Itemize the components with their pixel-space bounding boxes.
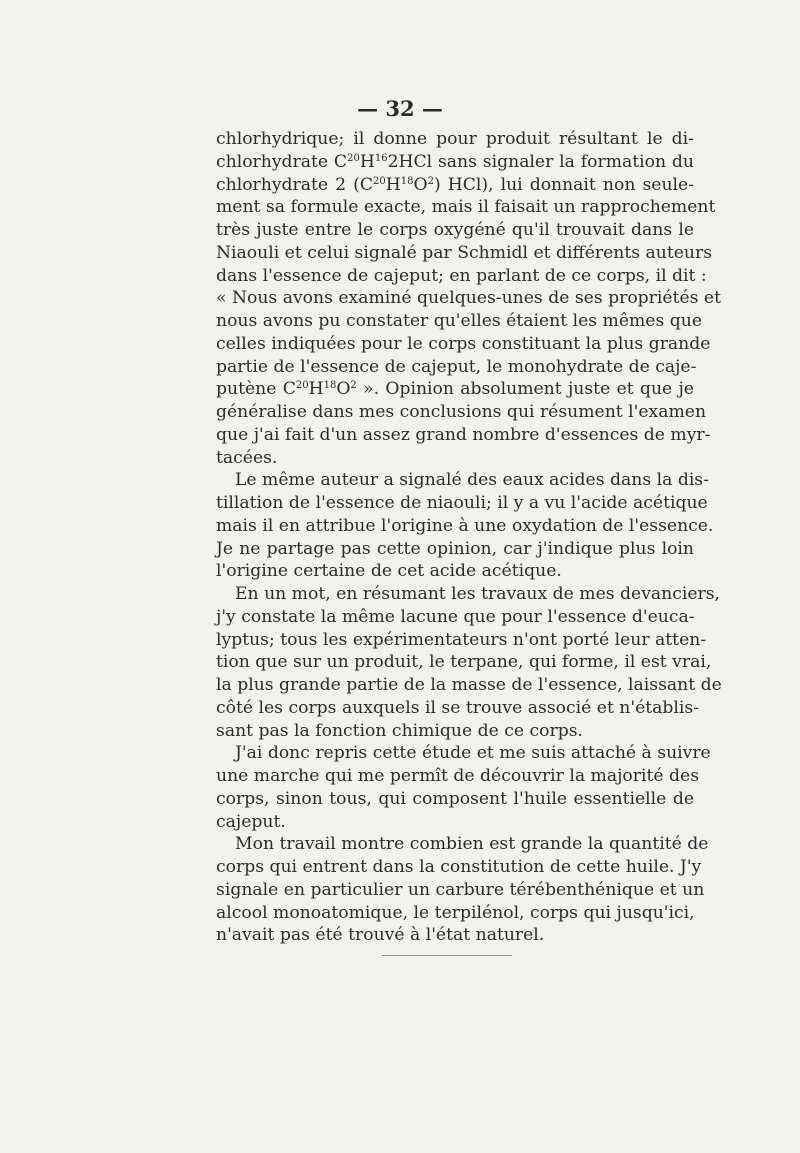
text-line <box>216 833 709 856</box>
text-line <box>216 924 694 947</box>
text-line <box>216 469 709 492</box>
text-segment: chlorhydrique; il donne pour produit résultant le di- <box>216 129 694 149</box>
text-segment: n'avait pas été trouvé à l'état naturel. <box>216 925 545 946</box>
text-segment: « Nous avons examiné quelques-unes de ses propriétés et <box>216 288 722 309</box>
text-line <box>216 492 708 515</box>
text-line <box>216 515 714 538</box>
text-segment: J'ai donc repris cette étude et me suis attaché à suivre <box>235 743 711 764</box>
text-segment: H <box>385 174 401 195</box>
superscript: 18 <box>323 380 337 392</box>
text-segment: nous avons pu constater qu'elles étaient les mêmes que <box>216 311 703 331</box>
superscript: 16 <box>374 152 388 164</box>
text-segment: putène C <box>216 379 296 400</box>
text-segment: chlorhydrate 2 (C <box>216 174 373 195</box>
text-segment: 2HCl sans signaler la formation du <box>387 151 694 172</box>
text-line <box>216 424 711 447</box>
superscript: 18 <box>400 175 414 187</box>
text-segment: lyptus; tous les expérimentateurs n'ont porté leur atten- <box>216 629 707 650</box>
text-line <box>216 788 694 811</box>
text-line <box>216 151 694 174</box>
text-segment: tacées. <box>216 447 278 468</box>
text-line <box>216 606 694 629</box>
text-segment: que j'ai fait d'un assez grand nombre d'essences de myr- <box>216 424 711 445</box>
text-segment: ) HCl), lui donnait non seule- <box>433 174 694 195</box>
text-segment: la plus grande partie de la masse de l'essence, laissant de <box>216 675 722 695</box>
text-segment: Mon travail montre combien est grande la quantité de <box>235 834 709 855</box>
text-line <box>216 697 700 720</box>
text-line <box>216 242 713 265</box>
text-segment: côté les corps auxquels il se trouve associé et n'établis- <box>216 697 700 718</box>
text-line <box>216 265 707 288</box>
text-line <box>216 378 694 401</box>
text-segment: tion que sur un produit, le terpane, qui forme, il est vrai, <box>216 652 712 673</box>
text-segment: l'origine certaine de cet acide acétique. <box>216 561 562 582</box>
text-line <box>216 879 705 902</box>
text-line <box>216 811 694 834</box>
text-line <box>216 333 711 356</box>
text-segment: alcool monoatomique, le terpilénol, corps qui jusqu'ici, <box>216 902 695 923</box>
text-line <box>216 356 697 379</box>
text-segment: En un mot, en résumant les travaux de mes devanciers, <box>235 584 721 604</box>
text-line <box>216 287 722 310</box>
text-segment: tillation de l'essence de niaouli; il y a vu l'acide acétique <box>216 493 708 513</box>
text-line <box>216 902 694 925</box>
text-segment: sant pas la fonction chimique de ce corps. <box>216 720 584 741</box>
text-line <box>216 765 700 788</box>
text-line <box>216 583 721 606</box>
superscript: 2 <box>350 380 357 392</box>
text-line <box>216 219 694 242</box>
body-text <box>216 128 722 947</box>
superscript: 20 <box>373 175 386 187</box>
text-line <box>216 629 707 652</box>
text-line <box>216 128 694 151</box>
text-line <box>216 174 694 197</box>
text-segment: partie de l'essence de cajeput, le monohydrate de caje- <box>216 356 697 377</box>
superscript: 2 <box>427 175 434 187</box>
text-segment: mais il en attribue l'origine à une oxydation de l'essence. <box>216 515 714 536</box>
text-segment: cajeput. <box>216 811 286 832</box>
text-segment: généralise dans mes conclusions qui résument l'examen <box>216 402 707 422</box>
text-segment: Le même auteur a signalé des eaux acides dans la dis- <box>235 470 709 491</box>
text-line <box>216 196 716 219</box>
text-line <box>216 538 694 561</box>
end-rule <box>382 955 512 956</box>
text-segment: j'y constate la même lacune que pour l'essence d'euca- <box>216 606 695 627</box>
text-segment: O <box>413 174 428 195</box>
text-line <box>216 651 712 674</box>
text-line <box>216 401 707 424</box>
text-line <box>216 856 702 879</box>
text-segment: O <box>336 379 351 400</box>
text-segment: H <box>359 151 375 172</box>
text-segment: H <box>308 379 324 400</box>
text-line <box>216 560 694 583</box>
text-segment: Je ne partage pas cette opinion, car j'indique plus loin <box>216 538 694 559</box>
text-segment: ». Opinion absolument juste et que je <box>356 379 694 400</box>
superscript: 20 <box>347 152 360 164</box>
text-line <box>216 720 694 743</box>
text-line <box>216 674 722 697</box>
text-segment: corps qui entrent dans la constitution de cette huile. J'y <box>216 857 702 877</box>
text-segment: corps, sinon tous, qui composent l'huile essentielle de <box>216 788 694 809</box>
text-line <box>216 310 703 333</box>
text-segment: une marche qui me permît de découvrir la majorité des <box>216 766 700 786</box>
page-number: — 32 — <box>357 96 443 121</box>
text-segment: chlorhydrate C <box>216 151 348 172</box>
text-segment: dans l'essence de cajeput; en parlant de ce corps, il dit : <box>216 265 707 286</box>
text-segment: signale en particulier un carbure térébenthénique et un <box>216 879 705 900</box>
text-segment: Niaouli et celui signalé par Schmidl et différents auteurs <box>216 242 713 263</box>
superscript: 20 <box>295 380 309 392</box>
text-segment: celles indiquées pour le corps constituant la plus grande <box>216 333 711 354</box>
text-segment: très juste entre le corps oxygéné qu'il trouvait dans le <box>216 220 694 240</box>
text-line <box>216 447 694 470</box>
text-line <box>216 742 711 765</box>
text-segment: ment sa formule exacte, mais il faisait un rapprochement <box>216 197 716 218</box>
